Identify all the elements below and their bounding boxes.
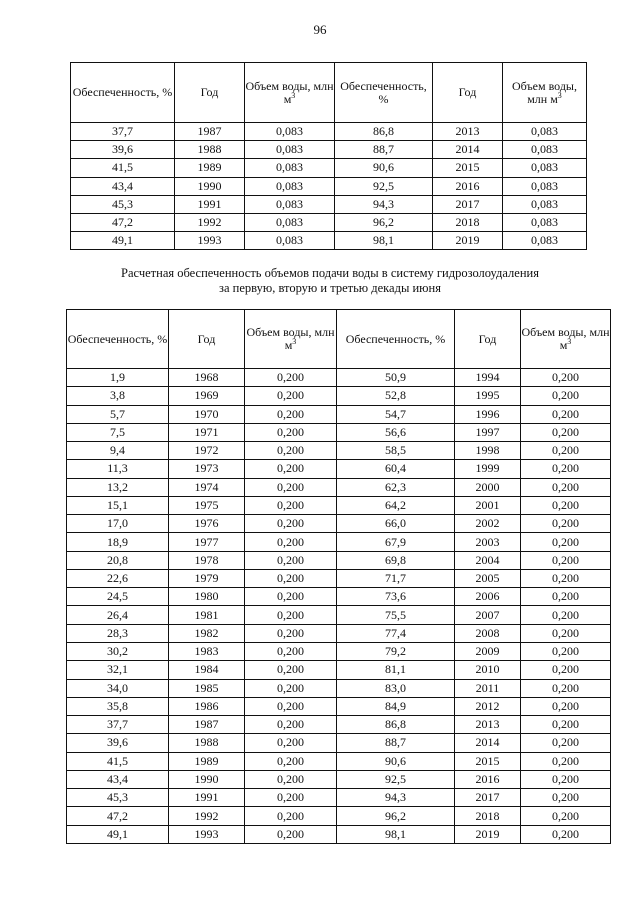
cell-volume: 0,200	[245, 679, 337, 697]
cell-provision: 3,8	[67, 387, 169, 405]
cell-year: 2017	[433, 195, 503, 213]
cell-provision: 54,7	[337, 405, 455, 423]
cell-volume: 0,200	[521, 789, 611, 807]
table-row	[71, 141, 587, 159]
cell-volume: 0,200	[245, 369, 337, 387]
header-year: Год	[169, 310, 245, 369]
cell-provision: 81,1	[337, 661, 455, 679]
cell-volume: 0,200	[521, 697, 611, 715]
cell-year: 1985	[169, 679, 245, 697]
cell-provision: 86,8	[337, 716, 455, 734]
cell-provision: 32,1	[67, 661, 169, 679]
table-row	[71, 232, 587, 250]
cell-year: 1978	[169, 551, 245, 569]
cell-year: 2004	[455, 551, 521, 569]
cell-year: 2008	[455, 624, 521, 642]
header-volume: Объем воды, млн $м^3$	[521, 310, 611, 369]
cell-provision: 11,3	[67, 460, 169, 478]
cell-year: 2015	[455, 752, 521, 770]
cell-volume: 0,200	[245, 825, 337, 843]
cell-volume: 0,200	[521, 624, 611, 642]
cell-year: 2018	[455, 807, 521, 825]
page-number: 96	[313, 22, 327, 37]
cell-year: 2018	[433, 213, 503, 231]
cell-volume: 0,200	[521, 515, 611, 533]
table-row	[67, 533, 611, 551]
cell-provision: 84,9	[337, 697, 455, 715]
cell-year: 1969	[169, 387, 245, 405]
cell-provision: 5,7	[67, 405, 169, 423]
cell-provision: 86,8	[335, 123, 433, 141]
cell-provision: 7,5	[67, 423, 169, 441]
cell-year: 1988	[175, 141, 245, 159]
cell-year: 1997	[455, 423, 521, 441]
table-body	[67, 369, 611, 844]
cell-year: 1992	[175, 213, 245, 231]
cell-provision: 96,2	[335, 213, 433, 231]
cell-provision: 98,1	[335, 232, 433, 250]
cell-year: 1973	[169, 460, 245, 478]
cell-year: 1972	[169, 442, 245, 460]
header-volume: Объем воды, млн $м^3$	[245, 63, 335, 123]
cell-year: 1990	[175, 177, 245, 195]
cell-provision: 64,2	[337, 496, 455, 514]
table-row	[67, 588, 611, 606]
cell-year: 2014	[433, 141, 503, 159]
cell-provision: 90,6	[335, 159, 433, 177]
cell-volume: 0,200	[521, 752, 611, 770]
cell-year: 2013	[433, 123, 503, 141]
cell-provision: 39,6	[67, 734, 169, 752]
cell-provision: 71,7	[337, 569, 455, 587]
cell-provision: 1,9	[67, 369, 169, 387]
header-year: Год	[433, 63, 503, 123]
cell-year: 2003	[455, 533, 521, 551]
cell-volume: 0,200	[245, 807, 337, 825]
cell-provision: 45,3	[67, 789, 169, 807]
table-row	[67, 624, 611, 642]
cell-provision: 20,8	[67, 551, 169, 569]
table-row	[71, 213, 587, 231]
cell-provision: 39,6	[71, 141, 175, 159]
cell-provision: 47,2	[67, 807, 169, 825]
cell-year: 2019	[455, 825, 521, 843]
cell-provision: 13,2	[67, 478, 169, 496]
cell-provision: 35,8	[67, 697, 169, 715]
cell-provision: 50,9	[337, 369, 455, 387]
cell-volume: 0,200	[245, 551, 337, 569]
cell-volume: 0,200	[521, 387, 611, 405]
cell-year: 1981	[169, 606, 245, 624]
header-volume: Объем воды, млн $м^3$	[503, 63, 587, 123]
table-row	[67, 734, 611, 752]
cell-provision: 88,7	[335, 141, 433, 159]
table-row	[67, 679, 611, 697]
cell-volume: 0,083	[245, 195, 335, 213]
cell-provision: 37,7	[71, 123, 175, 141]
cell-provision: 58,5	[337, 442, 455, 460]
table-caption	[60, 266, 600, 296]
cell-year: 1991	[175, 195, 245, 213]
cell-provision: 52,8	[337, 387, 455, 405]
cell-volume: 0,200	[245, 624, 337, 642]
cell-provision: 92,5	[337, 770, 455, 788]
table-row	[67, 752, 611, 770]
cell-volume: 0,200	[245, 734, 337, 752]
cell-volume: 0,200	[521, 569, 611, 587]
cell-volume: 0,200	[245, 442, 337, 460]
cell-volume: 0,200	[245, 697, 337, 715]
cell-provision: 88,7	[337, 734, 455, 752]
cell-provision: 62,3	[337, 478, 455, 496]
table-body	[71, 123, 587, 250]
cell-provision: 49,1	[67, 825, 169, 843]
cell-year: 1999	[455, 460, 521, 478]
table-row	[67, 515, 611, 533]
cell-provision: 94,3	[335, 195, 433, 213]
cell-year: 2011	[455, 679, 521, 697]
provision-table-1	[70, 62, 587, 250]
cell-year: 1970	[169, 405, 245, 423]
cell-year: 1987	[169, 716, 245, 734]
cell-provision: 67,9	[337, 533, 455, 551]
cell-volume: 0,200	[521, 679, 611, 697]
cell-provision: 47,2	[71, 213, 175, 231]
cell-year: 1989	[175, 159, 245, 177]
table-row	[67, 807, 611, 825]
cell-provision: 66,0	[337, 515, 455, 533]
cell-volume: 0,200	[521, 551, 611, 569]
cell-volume: 0,200	[521, 716, 611, 734]
cell-provision: 56,6	[337, 423, 455, 441]
cell-year: 2000	[455, 478, 521, 496]
cell-volume: 0,200	[245, 478, 337, 496]
cell-year: 1979	[169, 569, 245, 587]
table-row	[67, 551, 611, 569]
cell-volume: 0,200	[245, 588, 337, 606]
cell-provision: 28,3	[67, 624, 169, 642]
cell-provision: 92,5	[335, 177, 433, 195]
cell-volume: 0,083	[245, 159, 335, 177]
cell-year: 1983	[169, 642, 245, 660]
cell-year: 2014	[455, 734, 521, 752]
cell-volume: 0,200	[245, 642, 337, 660]
cell-year: 2017	[455, 789, 521, 807]
cell-year: 1998	[455, 442, 521, 460]
cell-provision: 98,1	[337, 825, 455, 843]
cell-year: 1975	[169, 496, 245, 514]
cell-provision: 45,3	[71, 195, 175, 213]
cell-provision: 69,8	[337, 551, 455, 569]
table-row	[71, 159, 587, 177]
cell-volume: 0,200	[245, 496, 337, 514]
cell-year: 1974	[169, 478, 245, 496]
cell-provision: 30,2	[67, 642, 169, 660]
cell-volume: 0,083	[245, 177, 335, 195]
cell-volume: 0,083	[503, 123, 587, 141]
cell-year: 1987	[175, 123, 245, 141]
header-year: Год	[455, 310, 521, 369]
table-row	[67, 716, 611, 734]
table-row	[71, 177, 587, 195]
header-year: Год	[175, 63, 245, 123]
cell-volume: 0,200	[245, 716, 337, 734]
table-row	[71, 195, 587, 213]
cell-volume: 0,200	[521, 661, 611, 679]
cell-year: 1986	[169, 697, 245, 715]
cell-volume: 0,200	[521, 642, 611, 660]
cell-volume: 0,200	[521, 460, 611, 478]
cell-year: 1994	[455, 369, 521, 387]
cell-year: 2005	[455, 569, 521, 587]
cell-year: 1977	[169, 533, 245, 551]
cell-year: 1995	[455, 387, 521, 405]
cell-volume: 0,200	[521, 770, 611, 788]
cell-provision: 41,5	[71, 159, 175, 177]
cell-provision: 96,2	[337, 807, 455, 825]
cell-year: 2013	[455, 716, 521, 734]
table-row	[67, 387, 611, 405]
cell-volume: 0,083	[503, 213, 587, 231]
cell-volume: 0,083	[245, 232, 335, 250]
cell-year: 1968	[169, 369, 245, 387]
cell-volume: 0,200	[521, 478, 611, 496]
cell-provision: 79,2	[337, 642, 455, 660]
header-provision: Обеспеченность, %	[71, 63, 175, 123]
cell-provision: 26,4	[67, 606, 169, 624]
cell-volume: 0,200	[245, 460, 337, 478]
table-row	[67, 606, 611, 624]
cell-year: 1976	[169, 515, 245, 533]
cell-provision: 24,5	[67, 588, 169, 606]
cell-year: 2016	[433, 177, 503, 195]
cell-year: 1988	[169, 734, 245, 752]
cell-provision: 60,4	[337, 460, 455, 478]
cell-volume: 0,200	[245, 405, 337, 423]
cell-year: 1982	[169, 624, 245, 642]
cell-provision: 41,5	[67, 752, 169, 770]
cell-volume: 0,200	[245, 423, 337, 441]
cell-volume: 0,200	[245, 789, 337, 807]
cell-volume: 0,200	[521, 734, 611, 752]
cell-year: 1980	[169, 588, 245, 606]
table-row	[67, 423, 611, 441]
table-row	[67, 405, 611, 423]
cell-volume: 0,083	[503, 195, 587, 213]
cell-volume: 0,200	[521, 496, 611, 514]
cell-volume: 0,083	[245, 123, 335, 141]
cell-volume: 0,200	[245, 515, 337, 533]
header-provision: Обеспеченность, %	[335, 63, 433, 123]
cell-volume: 0,083	[245, 141, 335, 159]
cell-year: 1996	[455, 405, 521, 423]
cell-provision: 83,0	[337, 679, 455, 697]
cell-volume: 0,083	[503, 159, 587, 177]
cell-volume: 0,200	[521, 533, 611, 551]
cell-year: 1984	[169, 661, 245, 679]
cell-year: 2007	[455, 606, 521, 624]
cell-provision: 73,6	[337, 588, 455, 606]
cell-year: 2019	[433, 232, 503, 250]
cell-provision: 94,3	[337, 789, 455, 807]
table-row	[67, 770, 611, 788]
table-row	[67, 478, 611, 496]
table-row	[67, 369, 611, 387]
cell-provision: 43,4	[67, 770, 169, 788]
table-row	[71, 123, 587, 141]
cell-volume: 0,200	[245, 569, 337, 587]
cell-year: 1971	[169, 423, 245, 441]
cell-volume: 0,200	[245, 533, 337, 551]
header-provision: Обеспеченность, %	[67, 310, 169, 369]
cell-provision: 22,6	[67, 569, 169, 587]
cell-volume: 0,200	[521, 606, 611, 624]
cell-volume: 0,200	[245, 661, 337, 679]
table-row	[67, 697, 611, 715]
cell-provision: 17,0	[67, 515, 169, 533]
table-row	[67, 569, 611, 587]
provision-table-2	[66, 309, 611, 844]
header-volume: Объем воды, млн $м^3$	[245, 310, 337, 369]
table-row	[67, 460, 611, 478]
cell-year: 1991	[169, 789, 245, 807]
table-row	[67, 496, 611, 514]
cell-volume: 0,083	[503, 232, 587, 250]
table-row	[67, 825, 611, 843]
cell-volume: 0,200	[521, 588, 611, 606]
cell-year: 1993	[169, 825, 245, 843]
cell-year: 2015	[433, 159, 503, 177]
table-row	[67, 442, 611, 460]
cell-volume: 0,083	[245, 213, 335, 231]
cell-provision: 15,1	[67, 496, 169, 514]
cell-year: 1992	[169, 807, 245, 825]
table-row	[67, 661, 611, 679]
table-row	[67, 789, 611, 807]
cell-volume: 0,200	[521, 405, 611, 423]
cell-year: 2016	[455, 770, 521, 788]
cell-volume: 0,200	[245, 387, 337, 405]
cell-volume: 0,083	[503, 177, 587, 195]
cell-year: 1990	[169, 770, 245, 788]
caption-line-2: за первую, вторую и третью декады июня	[219, 281, 441, 295]
cell-volume: 0,200	[245, 752, 337, 770]
cell-year: 2006	[455, 588, 521, 606]
cell-provision: 90,6	[337, 752, 455, 770]
cell-provision: 77,4	[337, 624, 455, 642]
cell-provision: 49,1	[71, 232, 175, 250]
cell-volume: 0,200	[521, 807, 611, 825]
cell-year: 1989	[169, 752, 245, 770]
cell-year: 2010	[455, 661, 521, 679]
cell-provision: 18,9	[67, 533, 169, 551]
cell-year: 1993	[175, 232, 245, 250]
cell-year: 2002	[455, 515, 521, 533]
table-row	[67, 642, 611, 660]
cell-volume: 0,200	[521, 369, 611, 387]
cell-year: 2009	[455, 642, 521, 660]
cell-volume: 0,200	[245, 770, 337, 788]
cell-volume: 0,200	[521, 825, 611, 843]
cell-provision: 75,5	[337, 606, 455, 624]
cell-year: 2012	[455, 697, 521, 715]
cell-provision: 9,4	[67, 442, 169, 460]
cell-provision: 37,7	[67, 716, 169, 734]
cell-volume: 0,200	[245, 606, 337, 624]
header-provision: Обеспеченность, %	[337, 310, 455, 369]
caption-line-1: Расчетная обеспеченность объемов подачи воды в систему гидрозолоудаления	[121, 266, 539, 280]
cell-year: 2001	[455, 496, 521, 514]
cell-provision: 43,4	[71, 177, 175, 195]
cell-volume: 0,083	[503, 141, 587, 159]
cell-volume: 0,200	[521, 442, 611, 460]
cell-provision: 34,0	[67, 679, 169, 697]
cell-volume: 0,200	[521, 423, 611, 441]
